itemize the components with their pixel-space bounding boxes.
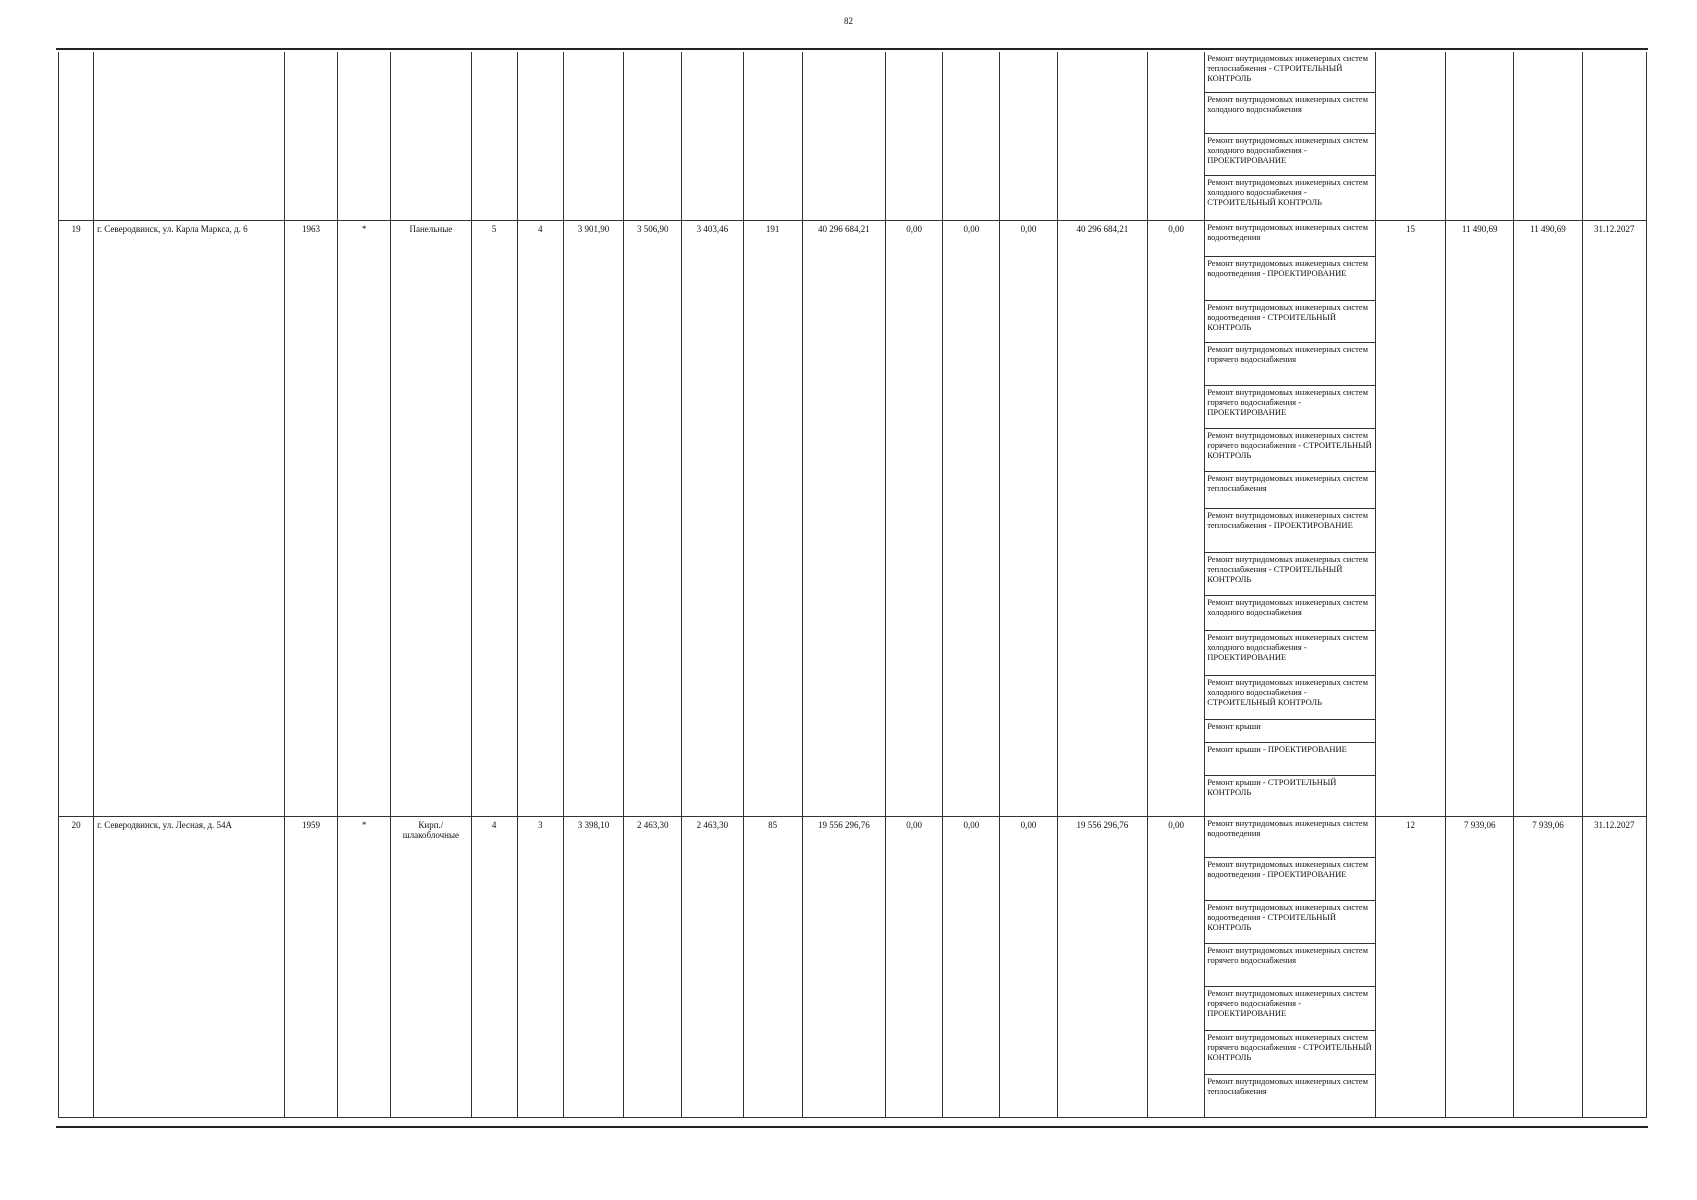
list-item: Ремонт внутридомовых инженерных систем горячего водоснабжения - СТРОИТЕЛЬНЫЙ КОНТРОЛЬ [1205,429,1375,472]
list-item: Ремонт внутридомовых инженерных систем холодного водоснабжения - ПРОЕКТИРОВАНИЕ [1205,631,1375,676]
residents: 191 [743,220,802,816]
works-list [1205,220,1376,816]
floors: 4 [471,816,517,1117]
top-rule [56,48,1648,50]
area-total: 3 901,90 [563,220,623,816]
list-item: Ремонт внутридомовых инженерных систем холодного водоснабжения [1205,93,1375,134]
bottom-rule [56,1126,1648,1128]
list-item: Ремонт внутридомовых инженерных систем водоотведения [1205,817,1375,858]
cost-owners: 19 556 296,76 [1057,816,1147,1117]
address: г. Северодвинск, ул. Карла Маркса, д. 6 [94,220,285,816]
year [284,52,337,220]
list-item: Ремонт внутридомовых инженерных систем горячего водоснабжения - ПРОЕКТИРОВАНИЕ [1205,386,1375,429]
unit-cost: 11 490,69 [1446,220,1514,816]
list-item: Ремонт внутридомовых инженерных систем водоотведения - СТРОИТЕЛЬНЫЙ КОНТРОЛЬ [1205,901,1375,944]
funding-2: 0,00 [943,220,1000,816]
list-item: Ремонт внутридомовых инженерных систем теплоснабжения [1205,472,1375,509]
wall-material [391,52,471,220]
work-count: 15 [1375,220,1445,816]
cost-owners: 40 296 684,21 [1057,220,1147,816]
funding-3 [1000,52,1057,220]
funding-3: 0,00 [1000,220,1057,816]
residents [743,52,802,220]
floors: 5 [471,220,517,816]
wall-material: Панельные [391,220,471,816]
max-unit-cost [1514,52,1582,220]
list-item: Ремонт внутридомовых инженерных систем теплоснабжения - СТРОИТЕЛЬНЫЙ КОНТРОЛЬ [1205,52,1375,93]
list-item: Ремонт внутридомовых инженерных систем горячего водоснабжения - СТРОИТЕЛЬНЫЙ КОНТРОЛЬ [1205,1031,1375,1075]
table-row [59,52,1647,220]
work-count: 12 [1375,816,1445,1117]
funding-1: 0,00 [886,220,943,816]
table-row [59,816,1647,1117]
area-total [563,52,623,220]
completion-date: 31.12.2027 [1582,816,1646,1117]
entrances: 4 [517,220,563,816]
cost-total: 19 556 296,76 [802,816,885,1117]
unit-cost [1446,52,1514,220]
list-item: Ремонт внутридомовых инженерных систем холодного водоснабжения - ПРОЕКТИРОВАНИЕ [1205,134,1375,176]
entrances [517,52,563,220]
area-premises: 3 506,90 [624,220,682,816]
mark [338,52,391,220]
address [94,52,285,220]
list-item: Ремонт внутридомовых инженерных систем горячего водоснабжения [1205,343,1375,386]
unit-cost: 7 939,06 [1446,816,1514,1117]
funding-4 [1147,52,1204,220]
floors [471,52,517,220]
row-number [59,52,94,220]
list-item: Ремонт внутридомовых инженерных систем водоотведения [1205,221,1375,257]
mark: * [338,816,391,1117]
funding-1: 0,00 [886,816,943,1117]
funding-2 [943,52,1000,220]
repair-register-table [58,52,1647,1118]
area-residential [682,52,743,220]
list-item: Ремонт внутридомовых инженерных систем теплоснабжения [1207,1075,1368,1096]
row-number: 20 [59,816,94,1117]
list-item: Ремонт крыши - СТРОИТЕЛЬНЫЙ КОНТРОЛЬ [1207,776,1337,797]
list-item: Ремонт внутридомовых инженерных систем водоотведения - ПРОЕКТИРОВАНИЕ [1205,257,1375,301]
works-list [1205,816,1376,1117]
funding-1 [886,52,943,220]
page-number: 82 [844,16,853,26]
list-item: Ремонт внутридомовых инженерных систем водоотведения - СТРОИТЕЛЬНЫЙ КОНТРОЛЬ [1205,301,1375,343]
funding-4: 0,00 [1147,816,1204,1117]
residents: 85 [743,816,802,1117]
area-residential: 3 403,46 [682,220,743,816]
row-number: 19 [59,220,94,816]
funding-4: 0,00 [1147,220,1204,816]
mark: * [338,220,391,816]
year: 1963 [284,220,337,816]
wall-material: Кирп./ шлакоблочные [391,816,471,1117]
table-row [59,220,1647,816]
completion-date: 31.12.2027 [1582,220,1646,816]
list-item: Ремонт внутридомовых инженерных систем теплоснабжения - ПРОЕКТИРОВАНИЕ [1205,509,1375,553]
area-premises: 2 463,30 [624,816,682,1117]
list-item: Ремонт внутридомовых инженерных систем теплоснабжения - СТРОИТЕЛЬНЫЙ КОНТРОЛЬ [1205,553,1375,596]
cost-total: 40 296 684,21 [802,220,885,816]
list-item: Ремонт крыши [1205,720,1375,743]
list-item: Ремонт крыши - ПРОЕКТИРОВАНИЕ [1205,743,1375,776]
area-total: 3 398,10 [563,816,623,1117]
list-item: Ремонт внутридомовых инженерных систем горячего водоснабжения [1205,944,1375,987]
work-count [1375,52,1445,220]
list-item: Ремонт внутридомовых инженерных систем холодного водоснабжения - СТРОИТЕЛЬНЫЙ КОНТРОЛЬ [1205,676,1375,720]
funding-3: 0,00 [1000,816,1057,1117]
area-premises [624,52,682,220]
year: 1959 [284,816,337,1117]
address: г. Северодвинск, ул. Лесная, д. 54А [94,816,285,1117]
completion-date [1582,52,1646,220]
entrances: 3 [517,816,563,1117]
area-residential: 2 463,30 [682,816,743,1117]
list-item: Ремонт внутридомовых инженерных систем водоотведения - ПРОЕКТИРОВАНИЕ [1205,858,1375,901]
funding-2: 0,00 [943,816,1000,1117]
max-unit-cost: 11 490,69 [1514,220,1582,816]
list-item: Ремонт внутридомовых инженерных систем горячего водоснабжения - ПРОЕКТИРОВАНИЕ [1205,987,1375,1031]
cost-owners [1057,52,1147,220]
list-item: Ремонт внутридомовых инженерных систем холодного водоснабжения [1205,596,1375,631]
works-list [1205,52,1376,220]
cost-total [802,52,885,220]
list-item: Ремонт внутридомовых инженерных систем холодного водоснабжения - СТРОИТЕЛЬНЫЙ КОНТРОЛЬ [1207,177,1368,207]
max-unit-cost: 7 939,06 [1514,816,1582,1117]
